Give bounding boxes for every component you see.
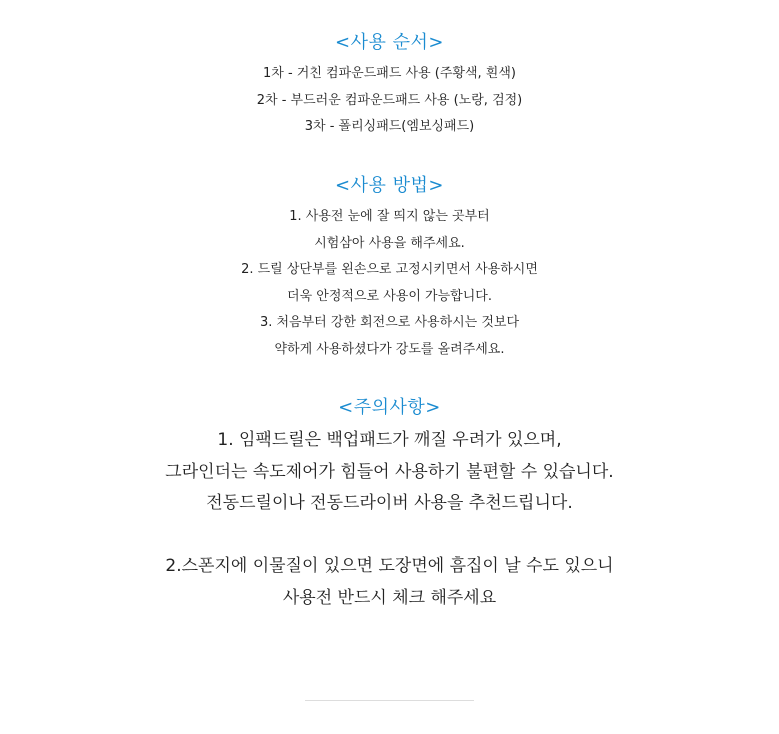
usage-method-line: 3. 처음부터 강한 회전으로 사용하시는 것보다 [259,315,520,330]
caution-line: 사용전 반드시 체크 해주세요 [282,587,497,608]
usage-method-heading: <사용 방법> [335,175,444,196]
usage-method-line: 1. 사용전 눈에 잘 띄지 않는 곳부터 [289,209,490,224]
cautions-section [0,396,779,614]
usage-order-line: 1차 - 거친 컴파운드패드 사용 (주황색, 흰색) [263,66,516,81]
usage-order-line: 2차 - 부드러운 컴파운드패드 사용 (노랑, 검정) [256,92,523,108]
cautions-heading: <주의사항> [338,397,441,418]
caution-line: 1. 임팩드릴은 백업패드가 깨질 우려가 있으며, [217,430,562,450]
caution-line: 전동드릴이나 전동드라이버 사용을 추천드립니다. [206,493,573,513]
cautions-list [0,425,779,614]
usage-method-line: 시험삼아 사용을 해주세요. [314,235,465,251]
usage-order-heading: <사용 순서> [335,32,444,53]
caution-line: 2.스폰지에 이물질이 있으면 도장면에 흠집이 날 수도 있으니 [165,556,614,576]
usage-method-line: 2. 드릴 상단부를 왼손으로 고정시키면서 사용하시면 [241,262,538,277]
usage-method-line: 약하게 사용하셨다가 강도를 올려주세요. [274,341,505,357]
usage-order-line: 3차 - 폴리싱패드(엠보싱패드) [304,119,475,134]
usage-method-list [0,204,779,363]
paragraph-spacer [0,520,779,552]
usage-method-line: 더욱 안정적으로 사용이 가능합니다. [287,288,492,304]
caution-line: 그라인더는 속도제어가 힘들어 사용하기 불편할 수 있습니다. [165,461,614,482]
usage-order-section [0,31,779,141]
usage-order-list [0,61,779,141]
bottom-divider [305,700,474,701]
usage-method-section [0,174,779,363]
